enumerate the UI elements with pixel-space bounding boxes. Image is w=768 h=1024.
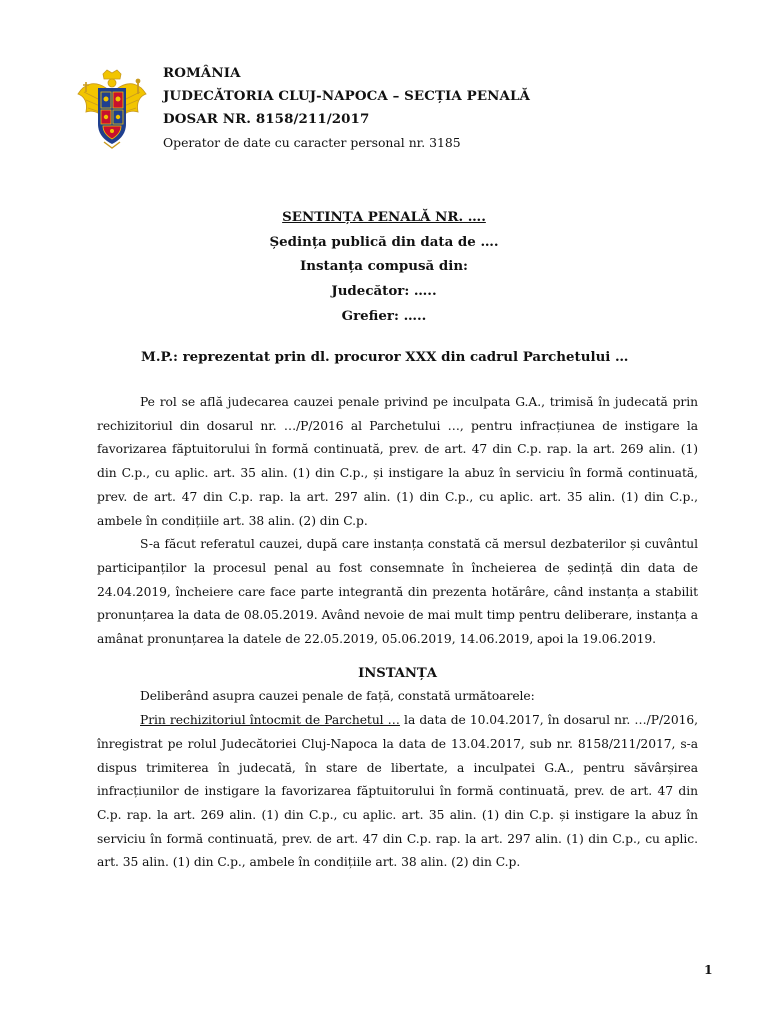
case-number: DOSAR NR. 8158/211/2017	[163, 111, 370, 127]
country-name: ROMÂNIA	[163, 65, 241, 81]
session-line: Ședința publică din data de ….	[269, 233, 499, 250]
paragraph-1: Pe rol se află judecarea cauzei penale privind pe inculpata G.A., trimisă în judecată prin rechizitoriul din dosarul nr. …/P/2016 al Parchetului …, pentru infracțiunea de instigare la favorizarea făptuitorului în formă continuată, prev. de art. 47 din C.p. rap. la art. 269 alin. (1) din C.p., cu aplic. art. 35 alin. (1) din C.p., și instigare la abuz în serviciu în formă continuată, prev. de art. 47 din C.p. rap. la art. 297 alin. (1) din C.p., cu aplic. art. 35 alin. (1) din C.p., ambele în condițiile art. 38 alin. (2) din C.p.	[97, 395, 698, 528]
court-header	[163, 62, 723, 154]
document-body	[97, 391, 698, 875]
court-name: JUDECĂTORIA CLUJ-NAPOCA – SECȚIA PENALĂ	[163, 88, 530, 104]
coat-of-arms-icon	[76, 68, 148, 150]
judge-line: Judecător: …..	[331, 283, 437, 300]
data-operator-line: Operator de date cu caracter personal nr. 3185	[163, 135, 461, 150]
sentence-title: SENTINȚA PENALĂ NR. ….	[282, 209, 486, 225]
section-heading: INSTANȚA	[358, 665, 437, 681]
page-number: 1	[704, 962, 713, 977]
paragraph-2: S-a făcut referatul cauzei, după care instanța constată că mersul dezbaterilor și cuvântul participanților la procesul penal au fost consemnate în încheierea de ședință din data de 24.04.2019, încheiere care face parte integrantă din prezenta hotărâre, când instanța a stabilit pronunțarea la data de 08.05.2019. Având nevoie de mai mult timp pentru deliberare, instanța a amânat pronunțarea la datele de 22.05.2019, 05.06.2019, 14.06.2019, apoi la 19.06.2019.	[97, 537, 698, 647]
paragraph-4	[97, 709, 698, 875]
indictment-reference: Prin rechizitoriul întocmit de Parchetul …	[140, 713, 400, 728]
title-block	[0, 205, 768, 329]
paragraph-3: Deliberând asupra cauzei penale de față, constată următoarele:	[140, 689, 535, 704]
paragraph-4-text: la data de 10.04.2017, în dosarul nr. …/P/2016, înregistrat pe rolul Judecătoriei Cluj-Napoca la data de 13.04.2017, sub nr. 8158/211/2017, s-a dispus trimiterea în judecată, în stare de libertate, a inculpatei G.A., pentru săvârșirea infracțiunilor de instigare la favorizarea făptuitorului în formă continuată, prev. de art. 47 din C.p. rap. la art. 269 alin. (1) din C.p., cu aplic. art. 35 alin. (1) din C.p. și instigare la abuz în serviciu în formă continuată, prev. de art. 47 din C.p. rap. la art. 297 alin. (1) din C.p., cu aplic. art. 35 alin. (1) din C.p., ambele în condițiile art. 38 alin. (2) din C.p.	[97, 713, 698, 870]
clerk-line: Grefier: …..	[341, 307, 427, 324]
panel-line: Instanța compusă din:	[299, 258, 469, 275]
prosecutor-line: M.P.: reprezentat prin dl. procuror XXX din cadrul Parchetului …	[141, 349, 629, 365]
